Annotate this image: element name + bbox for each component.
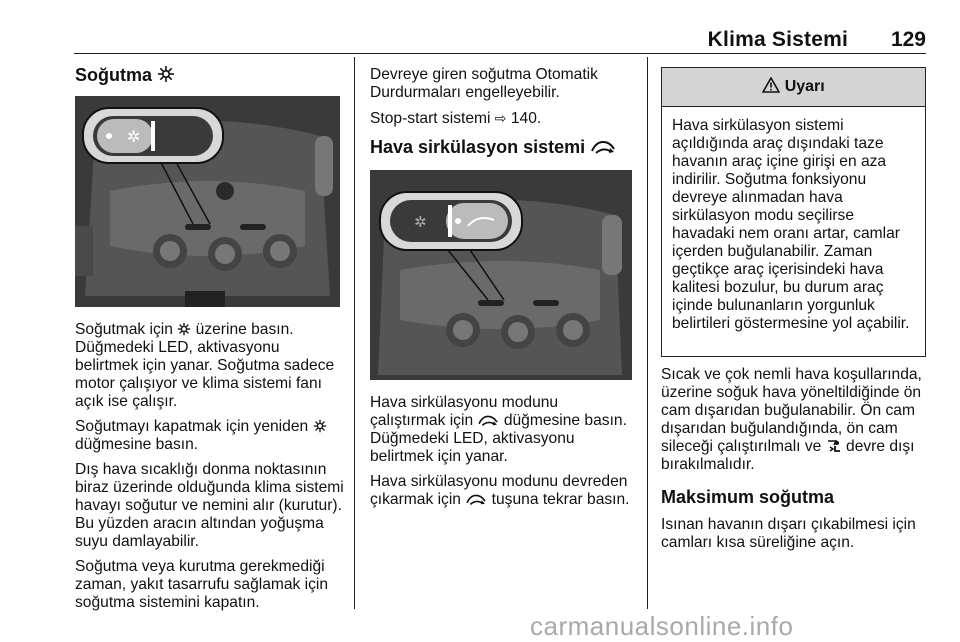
snowflake-icon: [157, 65, 175, 83]
section-heading-cooling: Soğutma: [75, 64, 345, 86]
recirculation-button-figure: [370, 170, 632, 380]
page-reference-arrow-icon: ⇨: [494, 110, 507, 126]
warning-box: [661, 67, 926, 357]
warning-triangle-icon: [762, 77, 780, 93]
max-cooling-paragraph: Isınan havanın dışarı çıkabilmesi için camları kısa süreliğine açın.: [661, 516, 916, 551]
autostop-paragraph: Devreye giren soğutma Otomatik Durdurmaları engelleyebilir.: [370, 66, 598, 101]
recirculation-deactivate-paragraph: Hava sirkülasyonu modunu devreden çıkarmak için tuşuna tekrar basın.: [370, 473, 630, 508]
right-column: [661, 366, 927, 559]
air-distribution-windscreen-icon: [826, 439, 842, 453]
snowflake-icon: [313, 419, 327, 433]
warning-body: Hava sirkülasyon sistemi açıldığında araç dışındaki taze havanın araç içine girişi en aza indirilir. Soğutma fonksiyonu devreye alınmadan hava sirkülasyon modu seçilirse havadaki nem oranı artar, camlar içerden buğulanabilir. Zaman geçtikçe araç içerisindeki hava kalitesi bozulur, bu durum araç içinde bulunanların yorgunluk belirtileri göstermesine yol açabilir.: [672, 117, 910, 332]
recirculation-icon: [465, 493, 487, 506]
recirculation-icon: [477, 414, 499, 427]
column-divider-left: [354, 57, 355, 609]
svg-text:✲: ✲: [414, 213, 427, 231]
recirculation-icon: [590, 139, 616, 155]
dashboard-illustration-cooling: [75, 96, 340, 307]
watermark: carmanualsonline.info: [530, 611, 794, 641]
cooling-button-figure: [75, 96, 340, 307]
stop-start-reference: Stop-start sistemi ⇨ 140.: [370, 110, 542, 127]
warning-header: [662, 68, 925, 107]
page-number: 129: [890, 28, 926, 51]
fogging-paragraph: Sıcak ve çok nemli hava koşullarında, üzerine soğuk hava yöneltildiğinde ön cam dışarıdan buğulanabilir. Ön cam dışarıdan buğulandığında, ön cam sileceği çalıştırılmalı ve devre dışı bırakılmalıdır.: [661, 366, 922, 473]
condensation-paragraph: Dış hava sıcaklığı donma noktasının biraz üzerinde olduğunda klima sistemi havayı soğutur ve nemini alır (kurutur). Bu yüzden aracın altından yoğuşma suyu damlayabilir.: [75, 461, 344, 550]
column-divider-right: [647, 57, 648, 609]
section-heading-max-cooling: Maksimum soğutma: [661, 487, 835, 507]
section-heading-recirculation: Hava sirkülasyon sistemi: [370, 136, 636, 158]
header-rule: [74, 53, 926, 54]
middle-column: [370, 66, 636, 516]
cooling-activate-paragraph: Soğutmak için üzerine basın. Düğmedeki LED, aktivasyonu belirtmek için yanar. Soğutma sadece motor çalışıyor ve klima sistemi fanı açık ise çalışır.: [75, 321, 335, 410]
fuel-saving-paragraph: Soğutma veya kurutma gerekmediği zaman, yakıt tasarrufu sağlamak için soğutma sistemini kapatın.: [75, 558, 329, 611]
svg-text:✲: ✲: [127, 127, 141, 146]
snowflake-icon: [177, 322, 191, 336]
warning-title: Uyarı: [784, 78, 825, 95]
left-column: [75, 64, 345, 619]
cooling-deactivate-paragraph: Soğutmayı kapatmak için yeniden düğmesine basın.: [75, 418, 345, 454]
chapter-title: Klima Sistemi: [707, 28, 848, 51]
recirculation-activate-paragraph: Hava sirkülasyonu modunu çalıştırmak için düğmesine basın. Düğmedeki LED, aktivasyonu belirtmek için yanar.: [370, 394, 627, 465]
dashboard-illustration-recirculation: [370, 170, 632, 380]
